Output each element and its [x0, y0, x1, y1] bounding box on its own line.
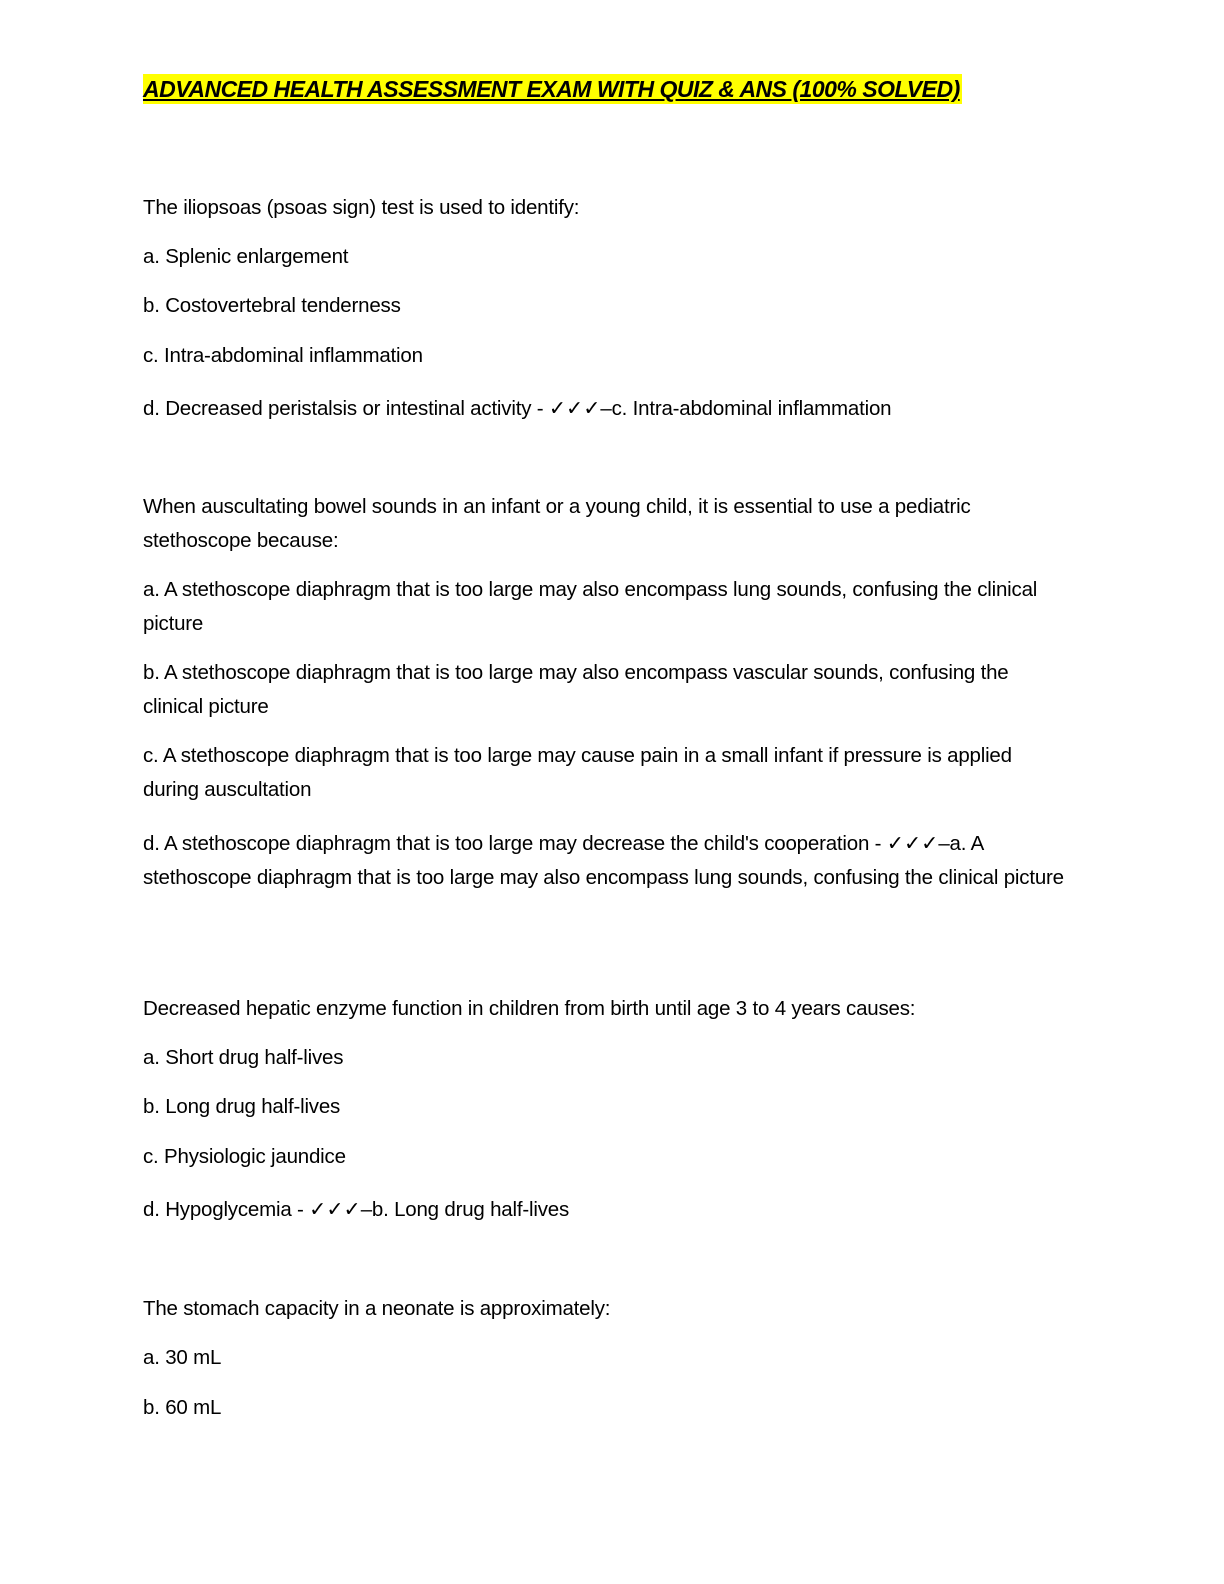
check-marks-icon: ✓✓✓	[548, 396, 601, 420]
question-1-option-b: b. Costovertebral tenderness	[143, 294, 401, 317]
question-1-option-d-text: d. Decreased peristalsis or intestinal activity -	[143, 397, 549, 420]
question-3-option-b: b. Long drug half-lives	[143, 1095, 341, 1118]
question-4-option-b: b. 60 mL	[143, 1396, 222, 1419]
question-2-text: When auscultating bowel sounds in an infant or a young child, it is essential to use a pediatric stethoscope because:	[143, 495, 971, 552]
question-1-option-a: a. Splenic enlargement	[143, 245, 349, 268]
question-1-option-c: c. Intra-abdominal inflammation	[143, 344, 423, 367]
question-1-answer: –c. Intra-abdominal inflammation	[600, 397, 892, 420]
question-4-text: The stomach capacity in a neonate is approximately:	[143, 1297, 611, 1320]
question-3-option-a: a. Short drug half-lives	[143, 1046, 344, 1069]
question-4-option-a: a. 30 mL	[143, 1346, 222, 1369]
question-3-answer: –b. Long drug half-lives	[360, 1198, 569, 1221]
question-3-option-d-text: d. Hypoglycemia -	[143, 1198, 310, 1221]
question-2-option-b: b. A stethoscope diaphragm that is too large may also encompass vascular sounds, confusing the clinical picture	[143, 661, 1009, 718]
question-2-option-c: c. A stethoscope diaphragm that is too large may cause pain in a small infant if pressure is applied during auscultation	[143, 744, 1012, 801]
title-wrap	[143, 74, 962, 104]
question-3-text: Decreased hepatic enzyme function in children from birth until age 3 to 4 years causes:	[143, 997, 916, 1020]
question-2-answer: –a. A stethoscope diaphragm that is too large may also encompass lung sounds, confusing the clinical picture	[143, 832, 1064, 889]
document-title: ADVANCED HEALTH ASSESSMENT EXAM WITH QUIZ & ANS (100% SOLVED)	[143, 76, 960, 102]
question-3-option-d	[143, 1192, 1073, 1227]
question-2-option-d-text: d. A stethoscope diaphragm that is too large may decrease the child's cooperation -	[143, 832, 887, 855]
question-2-option-d	[143, 826, 1073, 895]
check-marks-icon: ✓✓✓	[309, 1197, 361, 1221]
check-marks-icon: ✓✓✓	[886, 831, 939, 855]
question-1-option-d	[143, 391, 1073, 426]
question-3-option-c: c. Physiologic jaundice	[143, 1145, 346, 1168]
question-2-option-a: a. A stethoscope diaphragm that is too large may also encompass lung sounds, confusing the clinical picture	[143, 578, 1038, 635]
question-1-text: The iliopsoas (psoas sign) test is used to identify:	[143, 196, 580, 219]
